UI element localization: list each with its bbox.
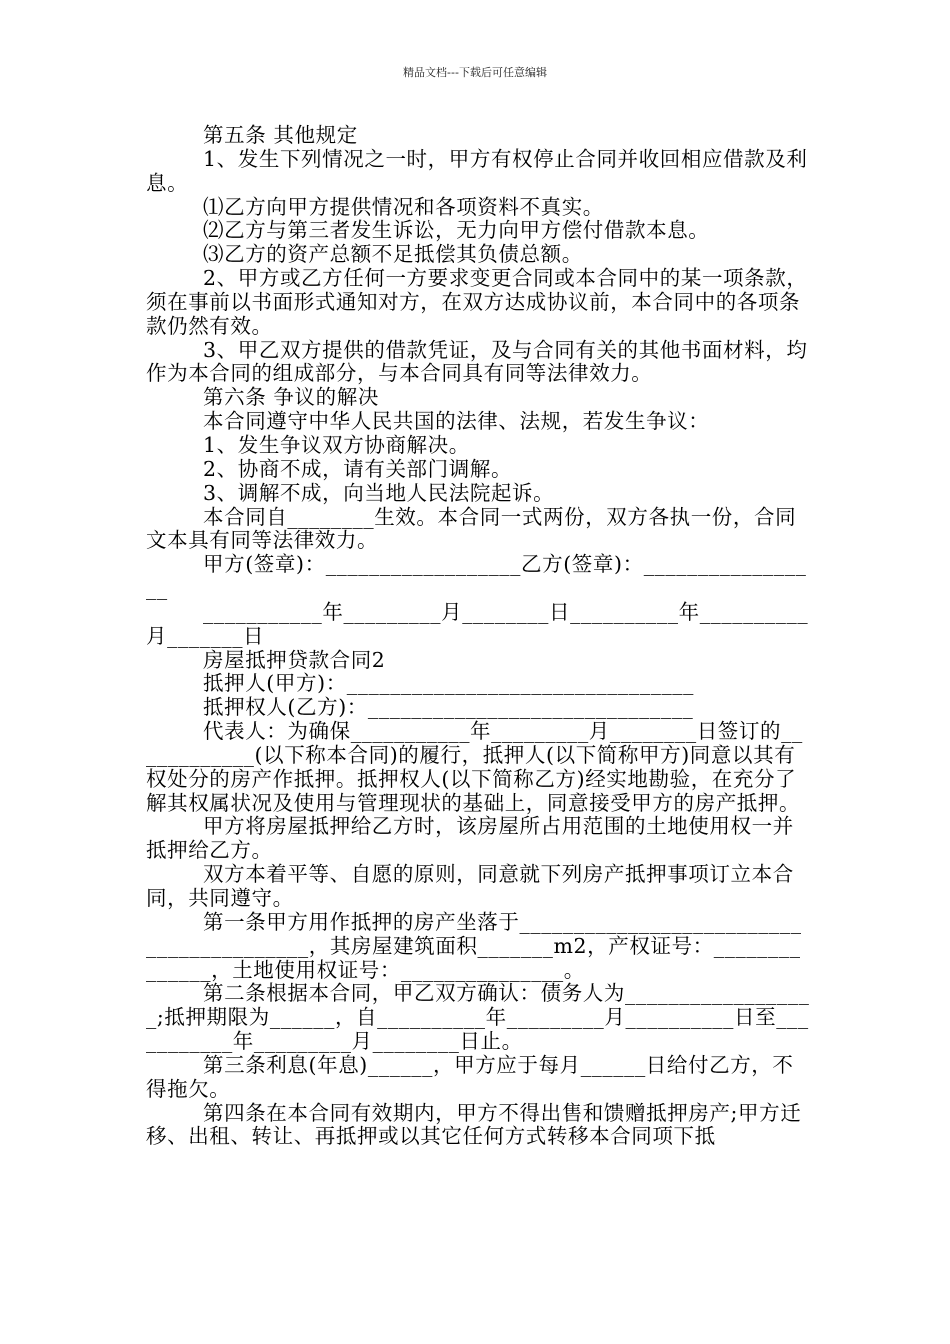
paragraph: 第二条根据本合同，甲乙双方确认：债务人为__________________;抵押期限为______，自__________年_________月__________日至___________年_________月________日止。 xyxy=(146,981,810,1054)
paragraph: 第一条甲方用作抵押的房产坐落于_________________________________________，其房屋建筑面积_______m2，产权证号：______________，土地使用权证号：_______________。 xyxy=(146,909,802,982)
paragraph: 3、甲乙双方提供的借款凭证，及与合同有关的其他书面材料，均作为本合同的组成部分，与本合同具有同等法律效力。 xyxy=(146,337,808,386)
paragraph: 3、调解不成，向当地人民法院起诉。 xyxy=(203,480,555,505)
paragraph: 甲方将房屋抵押给乙方时，该房屋所占用范围的土地使用权一并抵押给乙方。 xyxy=(146,814,794,863)
paragraph: ⑶乙方的资产总额不足抵偿其负债总额。 xyxy=(203,242,583,267)
paragraph: 抵押权人(乙方)：______________________________ xyxy=(203,695,694,720)
paragraph: ⑵乙方与第三者发生诉讼，无力向甲方偿付借款本息。 xyxy=(203,218,710,243)
page-header: 精品文档---下载后可任意编辑 xyxy=(403,66,547,79)
paragraph: 2、甲方或乙方任何一方要求变更合同或本合同中的某一项条款，须在事前以书面形式通知对方，在双方达成协议前，本合同中的各项条款仍然有效。 xyxy=(146,266,808,338)
paragraph: ⑴乙方向甲方提供情况和各项资料不真实。 xyxy=(203,194,604,219)
paragraph: 代表人：为确保___________年_________月________日签订的____________(以下称本合同)的履行，抵押人(以下简称甲方)同意以其有权处分的房产作抵押。抵押权人(以下简称乙方)经实地勘验，在充分了解其权属状况及使用与管理现状的基础上，同意接受甲方的房产抵押。 xyxy=(146,719,803,815)
paragraph: 2、协商不成，请有关部门调解。 xyxy=(203,456,513,481)
paragraph: 第五条 其他规定 xyxy=(203,123,358,147)
paragraph: 1、发生下列情况之一时，甲方有权停止合同并收回相应借款及利息。 xyxy=(146,146,808,195)
paragraph: 第六条 争议的解决 xyxy=(203,385,379,410)
paragraph: 第四条在本合同有效期内，甲方不得出售和馈赠抵押房产;甲方迁移、出租、转让、再抵押或以其它任何方式转移本合同项下抵 xyxy=(146,1100,802,1149)
paragraph: 抵押人(甲方)：________________________________ xyxy=(203,671,694,696)
paragraph: 双方本着平等、自愿的原则，同意就下列房产抵押事项订立本合同，共同遵守。 xyxy=(146,862,794,910)
paragraph: 本合同遵守中华人民共国的法律、法规，若发生争议： xyxy=(203,409,710,434)
paragraph: 房屋抵押贷款合同2 xyxy=(203,647,386,672)
paragraph: 本合同自________生效。本合同一式两份，双方各执一份，合同文本具有同等法律效力。 xyxy=(146,504,797,553)
document-body xyxy=(146,124,810,1149)
paragraph: 1、发生争议双方协商解决。 xyxy=(203,432,470,457)
paragraph: 第三条利息(年息)______，甲方应于每月______日给付乙方，不得拖欠。 xyxy=(146,1052,794,1101)
paragraph: ___________年_________月________日__________年__________月_______日 xyxy=(146,599,809,648)
paragraph: 甲方(签章)：__________________乙方(签章)：_________________ xyxy=(146,552,807,601)
